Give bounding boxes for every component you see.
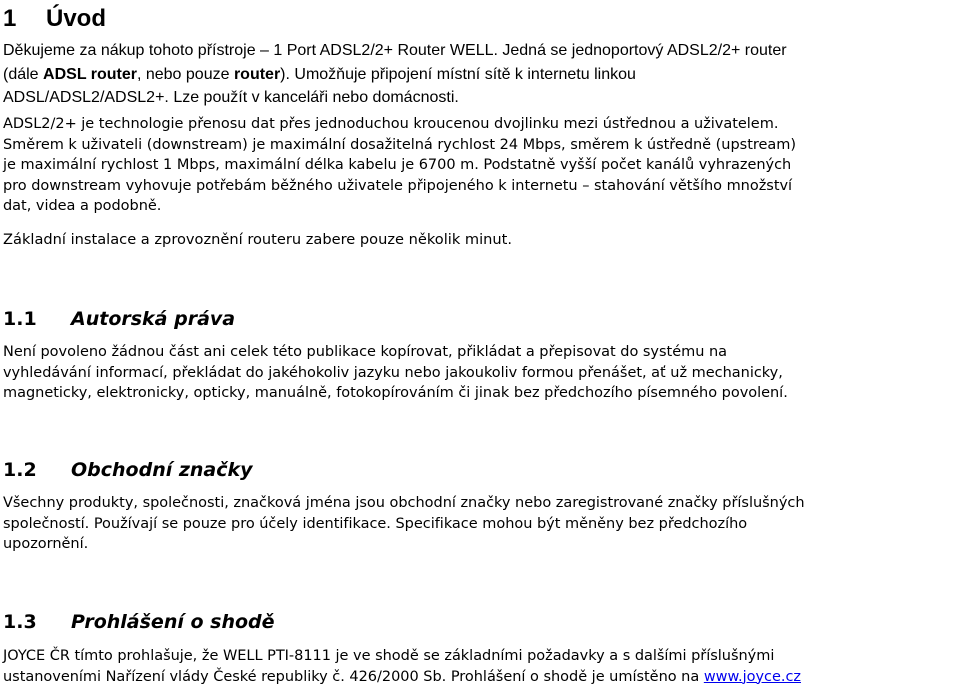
copyright-paragraph	[3, 342, 788, 404]
text-line: Směrem k uživateli (downstream) je maximální dosažitelná rychlost 24 Mbps, směrem k ústředně (upstream)	[3, 136, 796, 153]
text-line: ADSL2/2+ je technologie přenosu dat přes jednoduchou kroucenou dvojlinku mezi ústřednou a uživatelem.	[3, 116, 779, 132]
section-number: 1.3	[3, 611, 37, 633]
bold-term-adsl-router: ADSL router	[43, 65, 137, 83]
text-line: vyhledávání informací, překládat do jakéhokoliv jazyku nebo jakoukoliv formou přenášet, ať už mechanicky,	[3, 364, 783, 381]
section-1-heading	[3, 4, 106, 34]
text-line: pro downstream vyhovuje potřebám běžného uživatele připojeného k internetu – stahování většího množství	[3, 177, 793, 194]
text-line: Základní instalace a zprovoznění routeru zabere pouze několik minut.	[3, 231, 513, 248]
bold-term-router: router	[233, 65, 281, 83]
text-line: společností. Používají se pouze pro účely identifikace. Specifikace mohou být měněny bez předchozího	[3, 515, 748, 532]
text-line: magneticky, elektronicky, opticky, manuálně, fotokopírováním či jinak bez předchozího písemného povolení.	[3, 385, 788, 401]
section-1-3-heading	[3, 610, 275, 634]
installation-paragraph	[3, 230, 512, 251]
text-line: dat, videa a podobně.	[3, 198, 162, 214]
text-line: ADSL/ADSL2/ADSL2+. Lze použít v kanceláři nebo domácnosti.	[3, 89, 459, 106]
section-1-2-heading	[3, 458, 253, 482]
section-title: Prohlášení o shodě	[71, 611, 275, 633]
text-line: Není povoleno žádnou část ani celek této publikace kopírovat, přikládat a přepisovat do systému na	[3, 344, 727, 360]
section-number: 1	[3, 5, 17, 32]
section-title: Obchodní značky	[71, 459, 253, 481]
section-1-1-heading	[3, 307, 235, 331]
conformity-paragraph	[3, 646, 801, 687]
section-number: 1.2	[3, 459, 37, 481]
technology-paragraph	[3, 114, 796, 217]
intro-paragraph	[3, 39, 787, 110]
text-line: JOYCE ČR tímto prohlašuje, že WELL PTI-8111 je ve shodě se základními požadavky a s dalšími příslušnými	[3, 648, 775, 664]
text-line: je maximální rychlost 1 Mbps, maximální délka kabelu je 6700 m. Podstatně vyšší počet kanálů vyhrazených	[3, 157, 792, 173]
text-line: Všechny produkty, společnosti, značková jména jsou obchodní značky nebo zaregistrované značky příslušných	[3, 495, 805, 511]
section-number: 1.1	[3, 308, 37, 330]
section-title: Úvod	[46, 5, 106, 32]
text-line: (dále ADSL router, nebo pouze router). Umožňuje připojení místní sítě k internetu linkou	[3, 65, 636, 83]
trademarks-paragraph	[3, 493, 805, 555]
text-line: ustanoveními Nařízení vlády České republiky č. 426/2000 Sb. Prohlášení o shodě je umístěno na www.joyce.cz	[3, 668, 801, 685]
joyce-website-link[interactable]: www.joyce.cz	[703, 668, 801, 685]
section-title: Autorská práva	[71, 308, 236, 330]
text-line: upozornění.	[3, 536, 89, 552]
text-line: Děkujeme za nákup tohoto přístroje – 1 Port ADSL2/2+ Router WELL. Jedná se jednoportový ADSL2/2+ router	[3, 42, 787, 59]
